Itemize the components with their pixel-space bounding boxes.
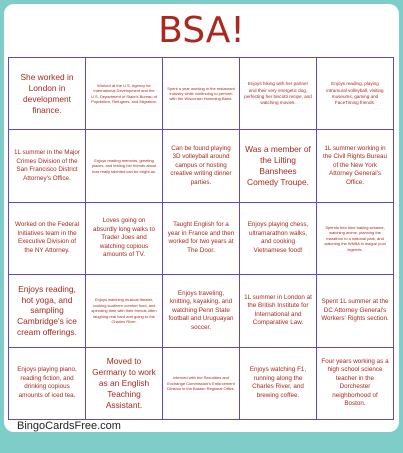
bingo-cell-text: 1L summer in London at the British Institute for International and Comparative Law. — [244, 293, 312, 327]
bingo-cell-text: Loves going on absurdly long walks to Trader Joes and watching copious amounts of TV. — [93, 217, 155, 259]
bingo-cell-text: 1L summer working in the Civil Rights Bureau of the New York Attorney General's Office. — [322, 144, 388, 186]
bingo-cell-text: Enjoys hiking with her partner and their very energetic dog, perfecting her biscotti recipe, and watching movies. — [244, 81, 312, 105]
bingo-cell-text: Enjoys playing piano, reading fiction, and drinking copious amounts of iced tea. — [17, 366, 77, 399]
bingo-cell[interactable] — [163, 130, 240, 202]
bingo-cell-text: Enjoys reading memoirs, greeting places, and testing her friends about how really talented can be bright as. — [91, 158, 157, 174]
bingo-cell[interactable] — [240, 130, 317, 202]
bingo-cell[interactable] — [9, 130, 86, 202]
bingo-cell[interactable] — [86, 58, 163, 130]
bingo-cell[interactable] — [86, 203, 163, 275]
bingo-cell-text: Enjoys reading, hot yoga, and sampling Cambridge's ice cream offerings. — [17, 283, 77, 338]
bingo-cell[interactable] — [163, 58, 240, 130]
bingo-cell[interactable] — [240, 348, 317, 420]
footer-site-name: BingoCardsFree.com — [17, 420, 121, 432]
bingo-cell[interactable] — [9, 58, 86, 130]
bingo-cell-text: Worked on the Federal Initiatives team in the Executive Division of the NY Attorney. — [15, 221, 79, 254]
bingo-card — [4, 4, 399, 432]
bingo-cell[interactable] — [317, 275, 394, 347]
bingo-cell[interactable] — [317, 130, 394, 202]
bingo-cell[interactable] — [86, 130, 163, 202]
bingo-cell-text: Was a member of the Lilting Banshees Comedy Troupe. — [245, 144, 311, 188]
bingo-cell[interactable] — [317, 58, 394, 130]
card-title: BSA! — [158, 10, 245, 51]
bingo-cell[interactable] — [240, 275, 317, 347]
bingo-cell-text: Moved to Germany to work as an English Teaching Assistant. — [92, 355, 156, 410]
bingo-cell[interactable] — [86, 348, 163, 420]
bingo-cell-text: Worked at the U.S. Agency for International Development and the U.S. Department of State's Bureau of Population, Refugees, and Migration. — [91, 82, 157, 105]
bingo-cell-text: Can be found playing 3D volleyball around campus or hosting creative writing dinner parties. — [170, 144, 232, 186]
bingo-grid — [8, 57, 394, 420]
bingo-cell[interactable] — [317, 203, 394, 275]
bingo-cell-text: Enjoys traveling, knitting, kayaking, and watching Penn State football and Uruguayan soccer. — [168, 289, 234, 331]
bingo-cell-text: Enjoys watching F1, running along the Charles River, and brewing coffee. — [249, 366, 307, 399]
bingo-cell-text: Interned with the Securities and Exchange Commission's Enforcement Division in the Boston Regional Office. — [167, 375, 235, 391]
bingo-cell[interactable] — [317, 348, 394, 420]
bingo-cell-text: Enjoys playing chess, ultramarathon walks, and cooking Vietnamese food! — [247, 221, 309, 254]
bingo-cell-text: 1L summer in the Major Crimes Division of the San Francisco District Attorney's Office. — [14, 149, 80, 182]
bingo-cell[interactable] — [163, 275, 240, 347]
bingo-cell-text: Enjoys watching musical theater, cooking southern comfort food, and spending time with their friends often laughing real hard and going to the Charles River. — [91, 297, 157, 324]
bingo-cell[interactable] — [240, 58, 317, 130]
bingo-cell[interactable] — [240, 203, 317, 275]
bingo-cell[interactable] — [163, 203, 240, 275]
bingo-cell-text: Spends free time baking sesame, watching anime, planning the marathon to a national park, and watching the WNBA in league pool legends. — [324, 225, 386, 252]
bingo-cell-text: Taught English for a year in France and then worked for two years at The Door. — [167, 221, 235, 254]
bingo-cell-text: Four years working as a high school science teacher in the Dorchester neighborhood of Boston. — [321, 357, 389, 408]
bingo-cell[interactable] — [9, 203, 86, 275]
bingo-cell[interactable] — [163, 348, 240, 420]
bingo-cell-text: Spent a year working in the restaurant industry while continuing to perform with the Wisconsin Humming Band. — [167, 85, 235, 102]
bingo-cell-text: She worked in London in development finance. — [20, 71, 74, 115]
bingo-cell[interactable] — [86, 275, 163, 347]
bingo-cell[interactable] — [9, 348, 86, 420]
bingo-cell-text: Spent 1L summer at the DC Attorney General's Workers' Rights section. — [321, 298, 389, 323]
bingo-cell[interactable] — [9, 275, 86, 347]
bingo-cell-text: Enjoys reading, playing intramural volleyball, visiting museums, gaming and FaceTiming friends. — [326, 81, 384, 105]
